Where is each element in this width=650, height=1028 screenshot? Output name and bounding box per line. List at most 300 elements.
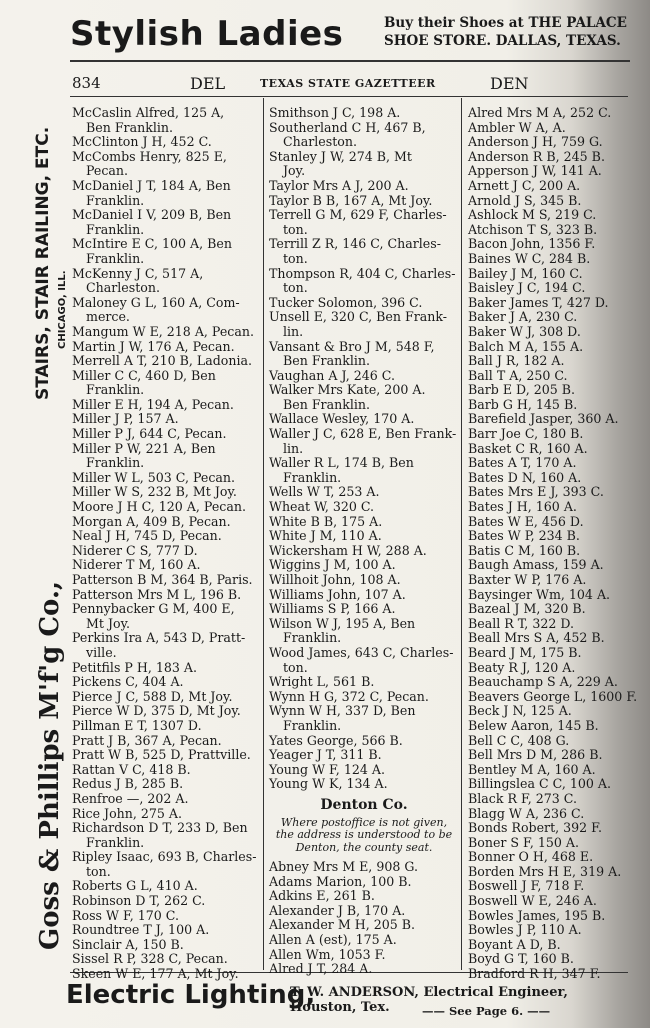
directory-entry [468, 865, 628, 880]
directory-entry [269, 456, 459, 485]
top-ad-headline: Stylish Ladies [70, 14, 344, 54]
directory-entry [72, 675, 258, 690]
entry-text: Barefield Jasper, 360 A. [468, 411, 619, 427]
entry-text: Roberts G L, 410 A. [72, 878, 198, 894]
directory-entry [72, 237, 258, 266]
see-page-note: —— See Page 6. —— [422, 1004, 551, 1018]
entry-text: Baysinger Wm, 104 A. [468, 586, 611, 602]
directory-entry [72, 558, 258, 573]
entry-text: Merrell A T, 210 B, Ladonia. [72, 353, 253, 369]
directory-entry [269, 918, 459, 933]
directory-entry [269, 544, 459, 559]
side-ad-top-text: STAIRS, STAIR RAILING, ETC. [33, 126, 53, 400]
directory-entry [468, 807, 628, 822]
entry-text: Miller C C, 460 D, Ben [72, 367, 216, 383]
directory-entry [72, 573, 258, 588]
entry-text: Wynn H G, 372 C, Pecan. [269, 688, 429, 704]
entry-text: Adkins E, 261 B. [269, 888, 375, 904]
directory-entry [72, 135, 258, 150]
directory-entry [468, 500, 628, 515]
entry-text: McDaniel I V, 209 B, Ben [72, 207, 232, 223]
directory-entry [72, 807, 258, 822]
entry-text: Richardson D T, 233 D, Ben [72, 820, 248, 836]
directory-entry [269, 875, 459, 890]
entry-text: Ball T A, 250 C. [468, 367, 568, 383]
entry-text: Patterson B M, 364 B, Paris. [72, 572, 253, 587]
directory-entry [468, 515, 628, 530]
directory-entry [468, 938, 628, 953]
directory-entry [468, 923, 628, 938]
entry-text: Allen A (est), 175 A. [269, 931, 397, 947]
entry-continuation: Franklin. [86, 455, 145, 471]
entry-continuation: Franklin. [283, 469, 342, 485]
column-2 [269, 106, 459, 977]
entry-text: Baker W J, 308 D. [468, 323, 581, 339]
entry-text: Apperson J W, 141 A. [468, 163, 602, 179]
entry-text: Pierce W D, 375 D, Mt Joy. [72, 703, 241, 719]
entry-text: Rice John, 275 A. [72, 805, 183, 821]
entry-text: Ambler W A, A. [468, 119, 566, 135]
entry-text: Baker James T, 427 D. [468, 294, 609, 310]
entry-text: Taylor B B, 167 A, Mt Joy. [269, 192, 433, 208]
directory-entry [269, 904, 459, 919]
entry-text: Wood James, 643 C, Charles- [269, 644, 454, 660]
directory-entry [72, 412, 258, 427]
directory-entry [468, 675, 628, 690]
directory-entry [72, 471, 258, 486]
directory-entry [468, 135, 628, 150]
entry-text: Black R F, 273 C. [468, 790, 577, 806]
directory-entry [72, 792, 258, 807]
directory-entry [72, 267, 258, 296]
entry-text: McKenny J C, 517 A, [72, 265, 204, 281]
directory-entry [468, 383, 628, 398]
entry-text: Billingslea C C, 100 A. [468, 776, 611, 792]
entry-text: Boyd G T, 160 B. [468, 951, 574, 967]
directory-entry [468, 573, 628, 588]
directory-entry [72, 208, 258, 237]
directory-entry [468, 194, 628, 209]
entry-text: Wickersham H W, 288 A. [269, 542, 427, 558]
directory-entry [269, 267, 459, 296]
entry-continuation: ton. [283, 250, 308, 266]
directory-entry [269, 962, 459, 977]
entry-text: Ripley Isaac, 693 B, Charles- [72, 849, 257, 865]
directory-entry [269, 948, 459, 963]
entry-text: Pratt J B, 367 A, Pecan. [72, 732, 222, 748]
entry-continuation: Ben Franklin. [86, 119, 174, 135]
entry-continuation: Charleston. [86, 280, 160, 296]
entry-text: Tucker Solomon, 396 C. [269, 294, 423, 310]
directory-entry [72, 894, 258, 909]
entry-text: Beck J N, 125 A. [468, 703, 572, 719]
entry-text: Beard J M, 175 B. [468, 644, 582, 660]
entry-text: Williams S P, 166 A. [269, 601, 396, 617]
directory-entry [72, 938, 258, 953]
entry-text: White J M, 110 A. [269, 528, 382, 544]
directory-entry [468, 106, 628, 121]
entry-text: Wilson W J, 195 A, Ben [269, 615, 416, 631]
entry-continuation: ton. [283, 659, 308, 675]
entry-text: Waller R L, 174 B, Ben [269, 455, 414, 471]
directory-entry [468, 237, 628, 252]
header-rule [70, 96, 628, 97]
directory-entry [72, 369, 258, 398]
directory-entry [269, 646, 459, 675]
entry-continuation: ton. [86, 863, 111, 879]
entry-text: Borden Mrs H E, 319 A. [468, 863, 622, 879]
entry-text: Rattan V C, 418 B. [72, 761, 191, 777]
entry-text: Bonds Robert, 392 F. [468, 820, 602, 836]
entry-text: Young W K, 134 A. [269, 776, 388, 792]
entry-text: Arnett J C, 200 A. [468, 177, 581, 193]
entry-continuation: Charleston. [283, 134, 357, 150]
directory-entry [72, 690, 258, 705]
directory-entry [468, 792, 628, 807]
directory-entry [72, 325, 258, 340]
directory-entry [468, 909, 628, 924]
entry-continuation: Ben Franklin. [283, 353, 371, 369]
entry-text: Ross W F, 170 C. [72, 907, 179, 923]
denton-entries [269, 860, 459, 977]
entry-text: Young W F, 124 A. [269, 761, 385, 777]
directory-entry [468, 354, 628, 369]
directory-entry [72, 106, 258, 135]
entry-text: Terrill Z R, 146 C, Charles- [269, 236, 441, 252]
entry-text: Pickens C, 404 A. [72, 674, 184, 690]
entry-text: Maloney G L, 160 A, Com- [72, 294, 240, 310]
directory-entry [468, 340, 628, 355]
side-advertisement [31, 60, 71, 980]
entry-text: Bates Mrs E J, 393 C. [468, 484, 604, 500]
running-title: TEXAS STATE GAZETTEER [260, 77, 436, 90]
directory-entry [468, 398, 628, 413]
entry-text: Thompson R, 404 C, Charles- [269, 265, 456, 281]
entry-text: Miller P W, 221 A, Ben [72, 440, 216, 456]
entry-text: McClinton J H, 452 C. [72, 134, 212, 150]
directory-entry [269, 734, 459, 749]
directory-entry [72, 923, 258, 938]
directory-entry [72, 763, 258, 778]
directory-entry [468, 588, 628, 603]
directory-entry [269, 573, 459, 588]
directory-entry [72, 748, 258, 763]
entry-text: Abney Mrs M E, 908 G. [269, 859, 418, 874]
entry-text: Baugh Amass, 159 A. [468, 557, 604, 573]
entry-continuation: Ben Franklin. [283, 396, 371, 412]
entry-text: Smithson J C, 198 A. [269, 105, 401, 120]
entry-text: Belew Aaron, 145 B. [468, 717, 599, 733]
entry-text: Bowles James, 195 B. [468, 907, 606, 923]
entry-text: Ball J R, 182 A. [468, 353, 565, 369]
entry-text: Alexander M H, 205 B. [269, 917, 416, 933]
entry-text: Beall R T, 322 D. [468, 615, 575, 631]
directory-entry [269, 588, 459, 603]
entry-text: Taylor Mrs A J, 200 A. [269, 177, 409, 193]
entry-text: Blagg W A, 236 C. [468, 805, 585, 821]
column-3 [468, 105, 638, 982]
entry-text: Baxter W P, 176 A. [468, 572, 587, 587]
directory-entry [269, 748, 459, 763]
left-key: DEL [190, 74, 226, 93]
entry-text: Wynn W H, 337 D, Ben [269, 703, 416, 719]
entry-text: Wheat W, 320 C. [269, 499, 375, 515]
directory-entry [468, 688, 638, 705]
directory-entry [269, 704, 459, 733]
entry-text: Willhoit John, 108 A. [269, 572, 401, 587]
top-ad-line-1: Buy their Shoes at THE PALACE [384, 15, 627, 31]
entry-text: Neal J H, 745 D, Pecan. [72, 528, 222, 544]
right-key: DEN [490, 74, 529, 93]
entry-text: Ashlock M S, 219 C. [468, 207, 597, 223]
entry-text: Alexander J B, 170 A. [269, 902, 406, 918]
entry-continuation: Franklin. [86, 250, 145, 266]
directory-entry [468, 836, 628, 851]
directory-entry [468, 952, 628, 967]
entry-continuation: Franklin. [86, 221, 145, 237]
column-divider-1 [263, 98, 264, 970]
directory-entry [468, 471, 628, 486]
directory-entry [269, 763, 459, 778]
entry-text: Boyant A D, B. [468, 936, 561, 952]
top-advertisement [70, 8, 630, 58]
directory-entry [468, 412, 628, 427]
entry-text: Beall Mrs S A, 452 B. [468, 630, 605, 646]
entry-text: Unsell E, 320 C, Ben Frank- [269, 309, 447, 325]
directory-entry [72, 821, 258, 850]
entry-text: Sinclair A, 150 B. [72, 936, 184, 952]
top-ad-text [384, 14, 634, 50]
entry-text: Vansant & Bro J M, 548 F, [269, 338, 435, 354]
directory-entry [72, 500, 258, 515]
directory-entry [72, 485, 258, 500]
entry-continuation: Franklin. [86, 382, 145, 398]
entry-text: McCaslin Alfred, 125 A, [72, 105, 225, 120]
side-ad-city: CHICAGO, ILL. [57, 270, 68, 349]
directory-entry [468, 646, 628, 661]
entry-text: Bell Mrs D M, 286 B. [468, 747, 603, 763]
entry-text: Stanley J W, 274 B, Mt [269, 148, 412, 164]
entry-continuation: ville. [86, 644, 117, 660]
page-header [70, 70, 628, 92]
directory-entry [468, 427, 628, 442]
directory-entry [72, 909, 258, 924]
directory-entry [72, 398, 258, 413]
directory-entry [72, 602, 258, 631]
directory-entry [468, 529, 628, 544]
bottom-ad-text: T. W. ANDERSON, Electrical Engineer, Houston, Tex. [290, 985, 568, 1015]
entry-text: Wallace Wesley, 170 A. [269, 411, 415, 427]
directory-entry [468, 558, 628, 573]
entry-text: Balch M A, 155 A. [468, 338, 584, 354]
directory-entry [72, 719, 258, 734]
directory-entry [468, 850, 628, 865]
entry-text: Barb G H, 145 B. [468, 396, 578, 412]
entry-text: Baines W C, 284 B. [468, 250, 591, 266]
directory-entry [72, 427, 258, 442]
entry-text: Bentley M A, 160 A. [468, 761, 596, 777]
entry-continuation: ton. [283, 221, 308, 237]
entry-text: Pennybacker G M, 400 E, [72, 601, 235, 617]
directory-entry [468, 325, 628, 340]
directory-entry [269, 383, 459, 412]
directory-entry [269, 194, 459, 209]
directory-entry [72, 704, 258, 719]
entry-text: Martin J W, 176 A, Pecan. [72, 338, 235, 354]
entry-text: Mangum W E, 218 A, Pecan. [72, 323, 254, 339]
entry-text: Beavers George L, 1600 F. [468, 688, 638, 704]
entry-text: Bates D N, 160 A. [468, 469, 582, 485]
entry-text: Barr Joe C, 180 B. [468, 426, 584, 442]
entry-continuation: Mt Joy. [86, 615, 131, 631]
directory-entry [468, 252, 628, 267]
side-ad-company: Goss & Phillips M'f'g Co., [35, 580, 65, 950]
directory-entry [468, 631, 628, 646]
directory-entry [269, 237, 459, 266]
directory-entry [468, 442, 628, 457]
entry-text: McCombs Henry, 825 E, [72, 148, 227, 164]
entry-continuation: merce. [86, 309, 130, 325]
entry-text: Wiggins J M, 100 A. [269, 557, 396, 573]
directory-entry [468, 821, 628, 836]
entry-text: Bacon John, 1356 F. [468, 236, 596, 252]
entry-text: Boswell J F, 718 F. [468, 878, 585, 894]
entry-continuation: Pecan. [86, 163, 129, 179]
entry-text: Vaughan A J, 246 C. [269, 367, 395, 383]
entry-text: Bazeal J M, 320 B. [468, 601, 586, 617]
entry-continuation: Joy. [283, 163, 306, 179]
directory-entry [72, 777, 258, 792]
directory-entry [468, 485, 628, 500]
entry-text: Bates A T, 170 A. [468, 455, 577, 471]
directory-entry [468, 602, 628, 617]
entry-text: Bowles J P, 110 A. [468, 922, 582, 938]
entry-text: Roundtree T J, 100 A. [72, 922, 210, 938]
entry-text: Miller P J, 644 C, Pecan. [72, 426, 227, 442]
directory-entry [468, 296, 628, 311]
directory-entry [269, 558, 459, 573]
directory-entry [72, 850, 258, 879]
entry-text: Allen Wm, 1053 F. [269, 946, 386, 962]
denton-note: Where postoffice is not given, the address is understood to be Denton, the county seat. [275, 815, 453, 854]
entry-text: Baker J A, 230 C. [468, 309, 578, 325]
entry-text: Williams John, 107 A. [269, 586, 406, 602]
entry-text: White B B, 175 A. [269, 513, 383, 529]
directory-entry [269, 412, 459, 427]
directory-entry [72, 296, 258, 325]
entry-text: Skeen W E, 177 A, Mt Joy. [72, 966, 239, 982]
entry-text: Perkins Ira A, 543 D, Pratt- [72, 630, 246, 646]
directory-entry [269, 889, 459, 904]
entry-text: Wright L, 561 B. [269, 674, 375, 690]
column-divider-2 [461, 98, 462, 970]
entry-text: Yeager J T, 311 B. [269, 747, 382, 763]
entry-text: Batis C M, 160 B. [468, 542, 581, 558]
entry-text: Bates W E, 456 D. [468, 513, 584, 529]
entry-continuation: lin. [283, 440, 304, 456]
directory-entry [468, 164, 628, 179]
directory-entry [468, 777, 628, 792]
entry-text: Morgan A, 409 B, Pecan. [72, 513, 231, 529]
directory-entry [468, 223, 628, 238]
directory-entry [468, 661, 628, 676]
entry-text: Pratt W B, 525 D, Prattville. [72, 747, 251, 763]
entry-text: Arnold J S, 345 B. [468, 192, 582, 208]
entry-text: Beauchamp S A, 229 A. [468, 674, 618, 690]
entry-text: Adams Marion, 100 B. [269, 873, 412, 889]
directory-entry [269, 529, 459, 544]
entry-text: Southerland C H, 467 B, [269, 119, 426, 135]
entry-continuation: Franklin. [283, 717, 342, 733]
entry-text: Barb E D, 205 B. [468, 382, 575, 398]
entry-text: Bates W P, 234 B. [468, 528, 580, 544]
entry-text: Niderer T M, 160 A. [72, 557, 201, 573]
entry-text: Bonner O H, 468 E. [468, 849, 594, 865]
bottom-advertisement [66, 980, 636, 1024]
directory-entry [269, 777, 459, 792]
directory-entry [468, 267, 628, 282]
entry-continuation: Franklin. [86, 834, 145, 850]
directory-entry [468, 704, 628, 719]
directory-entry [72, 588, 258, 603]
entry-text: Atchison T S, 323 B. [468, 221, 598, 237]
directory-entry [269, 427, 459, 456]
entry-text: Bates J H, 160 A. [468, 499, 577, 515]
directory-entry [269, 485, 459, 500]
entry-text: Anderson J H, 759 G. [468, 134, 603, 150]
entry-text: Miller W L, 503 C, Pecan. [72, 469, 236, 485]
entry-continuation: lin. [283, 323, 304, 339]
entry-text: Miller W S, 232 B, Mt Joy. [72, 484, 237, 500]
directory-entry [269, 106, 459, 121]
directory-entry [468, 150, 628, 165]
entry-text: Bailey J M, 160 C. [468, 265, 583, 281]
directory-entry [269, 617, 459, 646]
directory-entry [72, 544, 258, 559]
entry-text: McIntire E C, 100 A, Ben [72, 236, 232, 252]
directory-entry [72, 879, 258, 894]
directory-entry [468, 208, 628, 223]
directory-entry [468, 456, 628, 471]
entry-text: Miller J P, 157 A. [72, 411, 179, 427]
directory-entry [72, 442, 258, 471]
entry-text: Bradford R H, 347 F. [468, 966, 601, 982]
entry-text: Waller J C, 628 E, Ben Frank- [269, 426, 457, 442]
directory-entry [72, 340, 258, 355]
entry-text: Petitfils P H, 183 A. [72, 659, 198, 675]
directory-entry [468, 544, 628, 559]
entry-text: Boswell W E, 246 A. [468, 893, 597, 909]
directory-entry [72, 734, 258, 749]
entry-text: Basket C R, 160 A. [468, 440, 588, 456]
entry-text: McDaniel J T, 184 A, Ben [72, 177, 231, 193]
entry-text: Redus J B, 285 B. [72, 776, 184, 792]
directory-entry [269, 208, 459, 237]
entry-text: Pillman E T, 1307 D. [72, 717, 202, 733]
top-ad-line-2: SHOE STORE. DALLAS, TEXAS. [384, 33, 621, 49]
directory-entry [269, 690, 459, 705]
entry-continuation: Franklin. [283, 630, 342, 646]
entry-text: Miller E H, 194 A, Pecan. [72, 396, 234, 412]
entry-text: Niderer C S, 777 D. [72, 542, 198, 558]
directory-entry [468, 310, 628, 325]
entry-continuation: Franklin. [86, 192, 145, 208]
entry-text: Terrell G M, 629 F, Charles- [269, 207, 447, 223]
directory-entry [269, 515, 459, 530]
entry-text: Moore J H C, 120 A, Pecan. [72, 499, 246, 515]
directory-entry [468, 179, 628, 194]
directory-entry [72, 515, 258, 530]
